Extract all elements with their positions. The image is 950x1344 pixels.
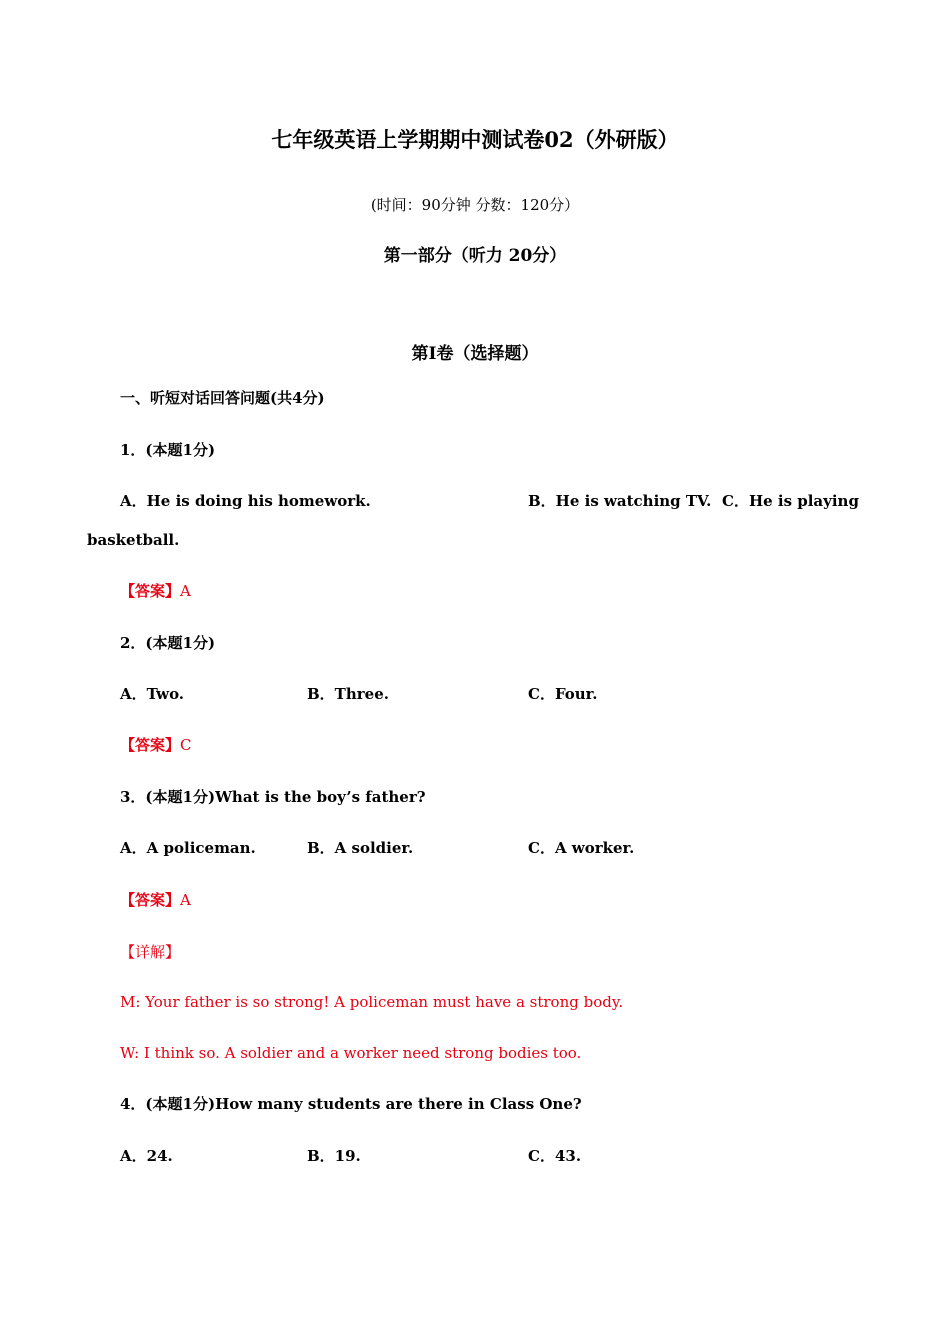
- question-2-option-b: B．Three.: [307, 685, 389, 703]
- question-1-option-c: C．He is playing: [722, 492, 859, 510]
- question-4-option-b: B．19.: [307, 1147, 361, 1165]
- question-4-option-c: C．43.: [528, 1147, 582, 1165]
- section-heading: 一、听短对话回答问题(共4分): [120, 389, 325, 407]
- question-1-answer: [120, 584, 191, 599]
- question-3-option-b: B．A soldier.: [307, 839, 414, 857]
- question-3-explain-line: W: I think so. A soldier and a worker need strong bodies too.: [120, 1044, 582, 1062]
- question-3-option-a: A．A policeman.: [120, 839, 256, 857]
- part-heading: 第一部分（听力 20分）: [383, 246, 567, 266]
- question-3-explain-line: M: Your father is so strong! A policeman must have a strong body.: [120, 993, 624, 1011]
- answer-label: 【答案】: [120, 891, 181, 909]
- question-3-option-c: C．A worker.: [528, 839, 635, 857]
- answer-label: 【答案】: [120, 582, 181, 600]
- answer-label: 【答案】: [120, 736, 181, 754]
- page-title: 七年级英语上学期期中测试卷02（外研版）: [271, 127, 679, 152]
- volume-heading: 第Ⅰ卷（选择题）: [411, 344, 539, 364]
- question-2-option-a: A．Two.: [120, 685, 185, 703]
- question-3-answer: [120, 893, 191, 908]
- question-2-stem: 2．(本题1分): [120, 634, 216, 652]
- question-1-option-c-wrap: basketball.: [87, 531, 180, 549]
- answer-value: A: [180, 582, 191, 600]
- question-3-stem: 3．(本题1分)What is the boy’s father?: [120, 788, 426, 806]
- question-1-stem: 1．(本题1分): [120, 441, 216, 459]
- question-1-option-a: A．He is doing his homework.: [120, 492, 371, 510]
- question-3-explain-label: 【详解】: [120, 943, 181, 961]
- question-1-option-b: B．He is watching TV.: [528, 492, 712, 510]
- question-2-answer: [120, 738, 192, 753]
- question-2-option-c: C．Four.: [528, 685, 598, 703]
- exam-time-score: (时间：90分钟 分数：120分）: [370, 196, 580, 214]
- answer-value: A: [180, 891, 191, 909]
- question-4-option-a: A．24.: [120, 1147, 173, 1165]
- answer-value: C: [180, 736, 192, 754]
- question-4-stem: 4．(本题1分)How many students are there in Class One?: [120, 1095, 582, 1113]
